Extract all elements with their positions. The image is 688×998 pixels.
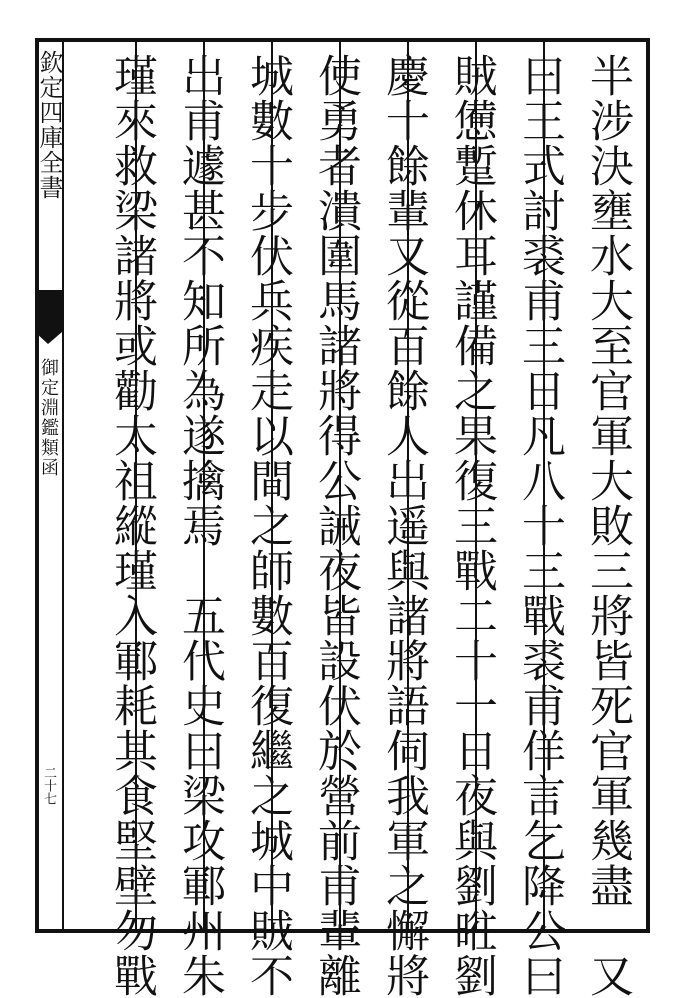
book-title: 欽定四庫全書: [35, 50, 63, 200]
column-text: 瑾來救梁諸將或勸太祖縱瑾入鄆耗其食堅壁勿戰: [106, 53, 157, 998]
column-text: 賊憊蹔休耳謹備之果復三戰二十一日夜與劉暀劉: [446, 53, 497, 998]
column-text: 曰王式討裘甫三日凡八十三戰裘甫佯言乞降公曰: [514, 53, 565, 998]
text-column-2: [510, 45, 568, 998]
column-text: 半涉決壅水大至官軍大敗三將皆死官軍幾盡 又: [582, 53, 633, 998]
text-column-1: [578, 45, 636, 998]
text-column-8: [102, 45, 160, 998]
text-column-6: [238, 45, 296, 998]
column-text: 城數十步伏兵疾走以間之師數百復繼之城中賊不: [242, 53, 293, 998]
book-subtitle: 御定淵鑑類函: [38, 358, 59, 478]
text-column-4: [374, 45, 432, 998]
column-text: 使勇者潰圍馬諸將得公誡夜皆設伏於營前甫輩離: [310, 53, 361, 998]
fishtail-mark: [35, 290, 62, 332]
page-number: 二十七: [41, 766, 56, 805]
column-text: 出甫遽甚不知所為遂擒焉 五代史曰梁攻鄆州朱: [174, 53, 225, 998]
text-column-5: [306, 45, 364, 998]
text-column-7: [170, 45, 228, 998]
column-text: 慶十餘輩又從百餘人出遥與諸將語伺我軍之懈將: [378, 53, 429, 998]
page-margin-strip: [35, 38, 64, 933]
text-column-3: [442, 45, 500, 998]
